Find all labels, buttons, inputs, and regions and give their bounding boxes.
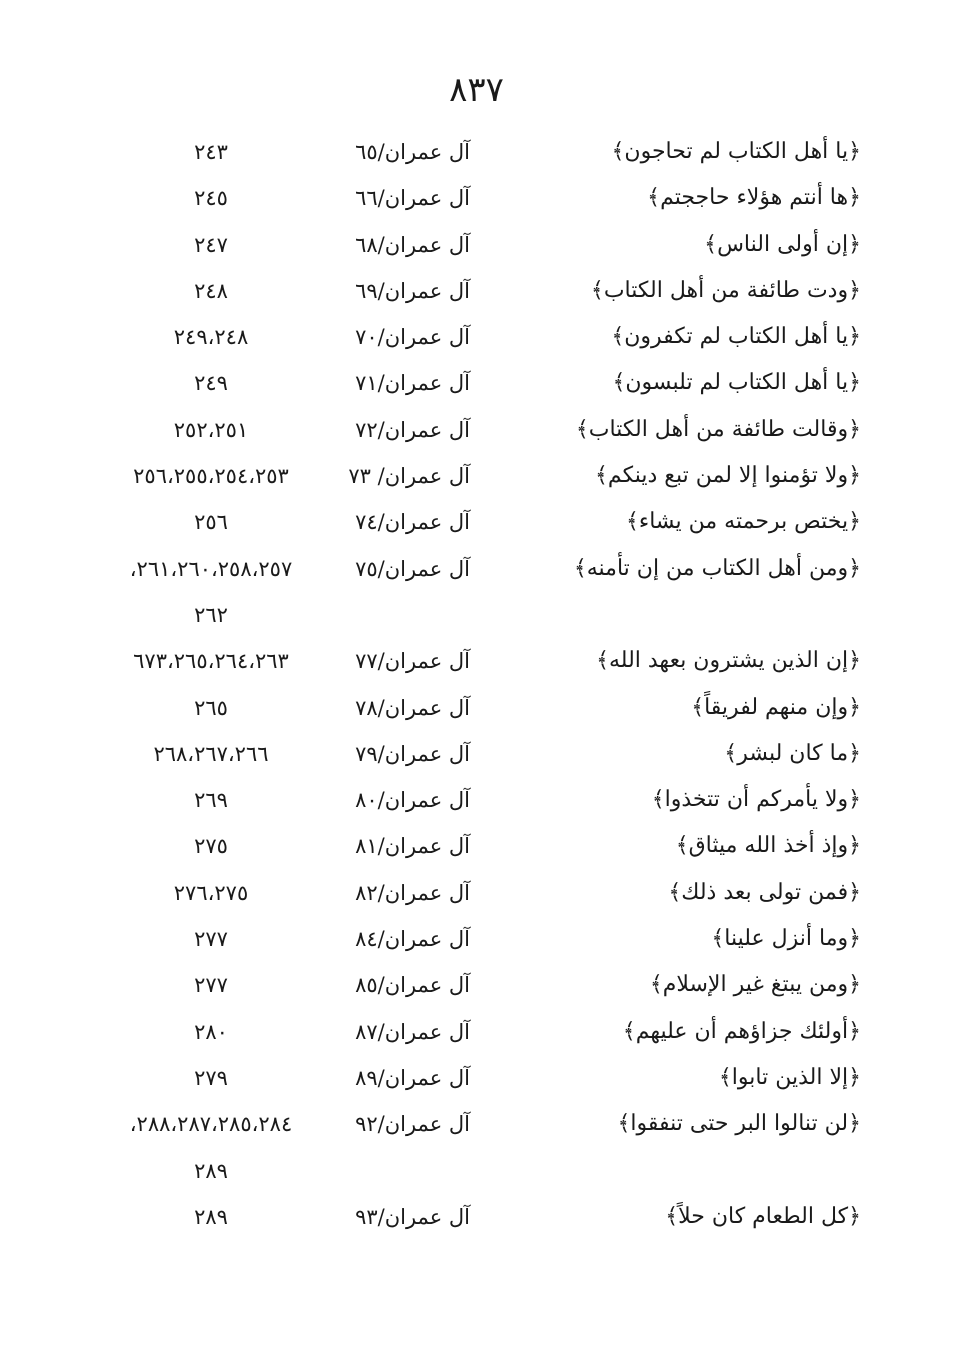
page-references: ٢٨٩ xyxy=(194,1204,228,1229)
page-references: ٢٤٩،٢٤٨ xyxy=(173,325,249,350)
surah-reference: آل عمران/٨٥ xyxy=(355,973,470,998)
table-row xyxy=(0,175,953,221)
verse-text: ﴿إلا الذين تابوا﴾ xyxy=(718,1064,861,1090)
verse-text: ﴿يا أهل الكتاب لم تكفرون﴾ xyxy=(611,324,861,350)
verse-text: ﴿إن أولى الناس﴾ xyxy=(704,231,861,257)
verse-text: ﴿يا أهل الكتاب لم تحاجون﴾ xyxy=(611,139,861,164)
surah-reference: آل عمران/٧١ xyxy=(355,371,470,396)
verse-text: ﴿وما أنزل علينا﴾ xyxy=(711,926,861,952)
surah-reference: آل عمران/٦٥ xyxy=(355,140,470,164)
surah-reference: آل عمران/٧٤ xyxy=(355,510,470,535)
surah-reference: آل عمران/٨٧ xyxy=(355,1019,470,1044)
verse-text: ﴿ها أنتم هؤلاء حاججتم﴾ xyxy=(647,185,861,211)
surah-reference: آل عمران/٩٣ xyxy=(355,1204,470,1229)
verse-index-table xyxy=(0,129,953,1240)
verse-text: ﴿وإذ أخذ الله ميثاق﴾ xyxy=(675,833,861,859)
table-row xyxy=(0,870,953,916)
surah-reference: آل عمران/ ٧٣ xyxy=(348,464,470,489)
table-row xyxy=(0,1055,953,1101)
surah-reference: آل عمران/٦٩ xyxy=(355,278,470,303)
verse-text: ﴿إن الذين يشترون بعهد الله﴾ xyxy=(596,648,861,674)
surah-reference: آل عمران/٩٢ xyxy=(355,1112,470,1137)
page-references: ٢٤٥ xyxy=(194,186,228,211)
table-row-continuation xyxy=(0,592,953,638)
page-references: ٢٥٢،٢٥١ xyxy=(173,417,249,442)
surah-reference: آل عمران/٧٥ xyxy=(355,556,470,581)
table-row xyxy=(0,777,953,823)
page-references: ٢٦٨،٢٦٧،٢٦٦ xyxy=(153,741,269,766)
table-row xyxy=(0,1009,953,1055)
table-row xyxy=(0,916,953,962)
page-references: ٢٧٧ xyxy=(194,927,228,952)
surah-reference: آل عمران/٦٦ xyxy=(355,186,470,211)
table-row xyxy=(0,962,953,1008)
surah-reference: آل عمران/٨٤ xyxy=(355,927,470,952)
table-row xyxy=(0,453,953,499)
table-row xyxy=(0,823,953,869)
table-row xyxy=(0,407,953,453)
verse-text: ﴿يختص برحمته من يشاء﴾ xyxy=(625,509,861,535)
page-references: ٢٤٩ xyxy=(194,371,228,396)
verse-text: ﴿ومن يبتغ غير الإسلام﴾ xyxy=(649,972,861,998)
page-references: ٢٨٨،٢٨٧،٢٨٥،٢٨٤، xyxy=(129,1112,293,1137)
surah-reference: آل عمران/٨٩ xyxy=(355,1065,470,1090)
verse-text: ﴿ما كان لبشر﴾ xyxy=(724,740,861,766)
page-number: ٨٣٧ xyxy=(449,70,504,110)
table-row-continuation xyxy=(0,1148,953,1194)
verse-text: ﴿كل الطعام كان حلاً﴾ xyxy=(665,1203,861,1229)
page-references: ٢٦٥ xyxy=(194,695,228,720)
verse-text: ﴿لن تنالوا البر حتى تنفقوا﴾ xyxy=(617,1111,861,1137)
table-row xyxy=(0,685,953,731)
table-row xyxy=(0,546,953,592)
surah-reference: آل عمران/٧٩ xyxy=(355,741,470,766)
page-references: ٢٤٧ xyxy=(194,232,228,257)
verse-text: ﴿ودت طائفة من أهل الكتاب﴾ xyxy=(590,277,861,303)
table-row xyxy=(0,1194,953,1240)
verse-text: ﴿يا أهل الكتاب لم تلبسون﴾ xyxy=(612,370,861,396)
verse-text: ﴿وإن منهم لفريقاً﴾ xyxy=(691,694,861,720)
verse-text: ﴿فمن تولى بعد ذلك﴾ xyxy=(668,879,861,905)
surah-reference: آل عمران/٨١ xyxy=(355,834,470,859)
page-references: ٢٧٦،٢٧٥ xyxy=(173,880,249,905)
table-row xyxy=(0,731,953,777)
table-row xyxy=(0,638,953,684)
surah-reference: آل عمران/٧٧ xyxy=(355,649,470,674)
page-references: ٦٧٣،٢٦٥،٢٦٤،٢٦٣ xyxy=(133,649,289,674)
verse-text xyxy=(481,1148,861,1194)
verse-text: ﴿وقالت طائفة من أهل الكتاب﴾ xyxy=(575,416,861,442)
page-references: ٢٦١،٢٦٠،٢٥٨،٢٥٧، xyxy=(129,556,293,581)
page-references: ٢٥٦،٢٥٥،٢٥٤،٢٥٣ xyxy=(133,464,289,489)
table-row xyxy=(0,129,953,175)
page-references: ٢٤٣ xyxy=(194,140,228,164)
verse-text: ﴿ولا تؤمنوا إلا لمن تبع دينكم﴾ xyxy=(595,463,861,489)
surah-reference: آل عمران/٧٠ xyxy=(355,325,470,350)
page-references: ٢٦٩ xyxy=(194,788,228,813)
verse-text: ﴿ومن أهل الكتاب من إن تأمنه﴾ xyxy=(573,555,861,581)
page-references: ٢٧٩ xyxy=(194,1065,228,1090)
page-references: ٢٨٩ xyxy=(194,1158,228,1183)
page-references: ٢٧٥ xyxy=(194,834,228,859)
page-references: ٢٥٦ xyxy=(194,510,228,535)
surah-reference: آل عمران/٨٠ xyxy=(355,788,470,813)
surah-reference: آل عمران/٦٨ xyxy=(355,232,470,257)
table-row xyxy=(0,499,953,545)
table-row xyxy=(0,360,953,406)
table-row xyxy=(0,314,953,360)
page-references: ٢٤٨ xyxy=(194,278,228,303)
surah-reference xyxy=(330,592,470,638)
surah-reference xyxy=(330,1148,470,1194)
page-references: ٢٧٧ xyxy=(194,973,228,998)
verse-text: ﴿أولئك جزاؤهم أن عليهم﴾ xyxy=(622,1018,861,1044)
page-references: ٢٨٠ xyxy=(194,1019,228,1044)
surah-reference: آل عمران/٧٨ xyxy=(355,695,470,720)
surah-reference: آل عمران/٧٢ xyxy=(355,417,470,442)
table-row xyxy=(0,222,953,268)
table-row xyxy=(0,1101,953,1147)
surah-reference: آل عمران/٨٢ xyxy=(355,880,470,905)
page-references: ٢٦٢ xyxy=(194,602,228,627)
verse-text: ﴿ولا يأمركم أن تتخذوا﴾ xyxy=(651,787,861,813)
verse-text xyxy=(481,592,861,638)
table-row xyxy=(0,268,953,314)
